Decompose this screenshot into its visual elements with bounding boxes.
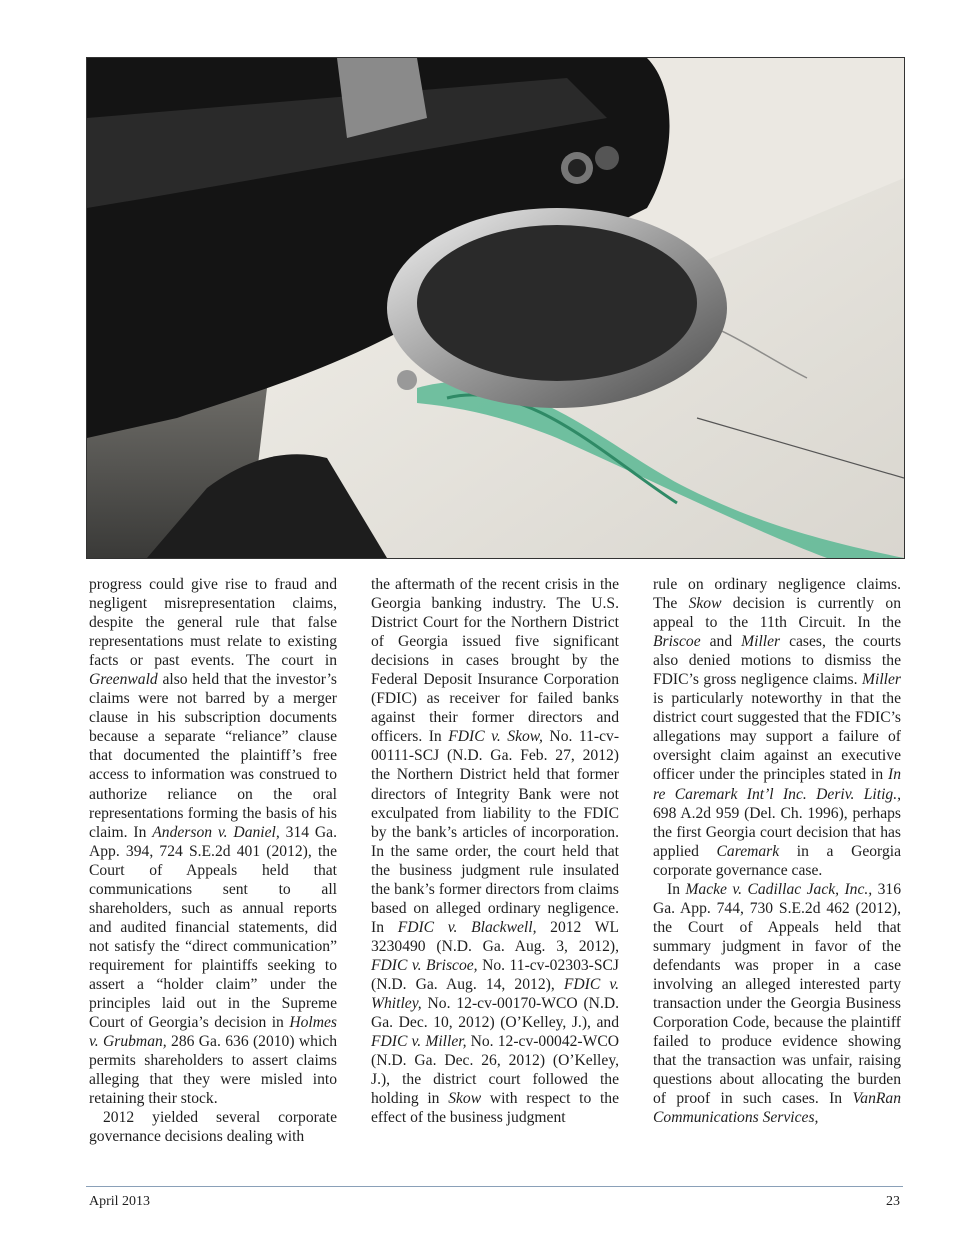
case-citation: Skow: [688, 595, 722, 613]
text-run: decision is currently on appeal to the 11th Circuit. In the: [653, 595, 901, 632]
text-run: and: [700, 633, 742, 651]
case-citation: Briscoe: [653, 633, 701, 651]
text-column-2: [371, 575, 619, 1127]
case-citation: Greenwald: [89, 671, 158, 689]
case-citation: FDIC v. Miller,: [371, 1033, 467, 1051]
case-citation: Miller: [862, 671, 901, 689]
case-citation: FDIC v. Briscoe,: [371, 956, 478, 974]
embosser-illustration: [87, 58, 904, 558]
text-run: progress could give rise to fraud and negligent misrepresentation claims, despite the general rule that false representations must relate to existing facts or past events. The court in: [89, 576, 337, 670]
text-column-3: [653, 575, 901, 1127]
case-citation: Holmes v. Grubman,: [89, 1014, 337, 1051]
text-run: No. 12-cv-00170-WCO (N.D. Ga. Dec. 10, 2012) (O’Kelley, J.), and: [371, 995, 619, 1032]
paragraph: [89, 575, 337, 1108]
case-citation: FDIC v. Skow,: [448, 728, 543, 746]
text-run: with respect to the effect of the business judgment: [371, 1090, 620, 1127]
case-citation: FDIC v. Whitley,: [371, 975, 620, 1013]
case-citation: Anderson v. Daniel,: [152, 823, 280, 841]
text-run: 316 Ga. App. 744, 730 S.E.2d 462 (2012), the Court of Appeals held that summary judgment in favor of the defendants was proper in a case involving an alleged interested party transaction under the Georgia Business Corporation Code, because the plaintiff failed to produce evidence showing that the transaction was unfair, raising questions about allocating the burden of proof in such cases. In: [653, 880, 902, 1108]
text-run: No. 11-cv-02303-SCJ (N.D. Ga. Aug. 14, 2012),: [371, 956, 619, 993]
text-run: No. 12-cv-00042-WCO (N.D. Ga. Dec. 26, 2012) (O’Kelley, J.), the district court followed the holding in: [371, 1033, 619, 1108]
paragraph: [89, 1108, 337, 1146]
text-run: rule on ordinary negligence claims. The: [653, 576, 901, 613]
case-citation: FDIC v. Blackwell,: [397, 918, 537, 936]
case-citation: VanRan Communications Services,: [653, 1090, 901, 1127]
text-run: cases, the courts also denied motions to dismiss the FDIC’s gross negligence claims.: [653, 633, 902, 689]
text-run: 698 A.2d 959 (Del. Ch. 1996), perhaps the first Georgia court decision that has applied: [653, 804, 901, 860]
text-run: 2012 WL 3230490 (N.D. Ga. Aug. 3, 2012),: [371, 918, 619, 955]
text-run: No. 11-cv-00111-SCJ (N.D. Ga. Feb. 27, 2012) the Northern District held that former directors of Integrity Bank were not exculpated from liability to the FDIC by the bank’s articles of incorporation. In the same order, the court held that the business judgment rule insulated the bank’s former directors from claims based on alleged ordinary negligence. In: [371, 728, 620, 936]
paragraph: [371, 575, 619, 1127]
case-citation: In re Caremark Int’l Inc. Deriv. Litig.,: [653, 766, 901, 803]
paragraph: [653, 880, 901, 1128]
case-citation: Miller: [741, 633, 781, 651]
text-run: 2012 yielded several corporate governance decisions dealing with: [89, 1109, 337, 1146]
text-run: the aftermath of the recent crisis in the Georgia banking industry. The U.S. District Court for the Northern District of Georgia issued five significant decisions in cases brought by the Federal Deposit Insurance Corporation (FDIC) as receiver for failed banks against their former directors and officers. In: [371, 576, 619, 746]
paragraph: [653, 575, 901, 880]
footer-date: April 2013: [89, 1194, 151, 1209]
text-column-1: [89, 575, 337, 1146]
footer-rule: [86, 1186, 903, 1187]
text-run: 314 Ga. App. 394, 724 S.E.2d 401 (2012), the Court of Appeals held that communications sent to all shareholders, such as annual reports and audited financial statements, did not satisfy the “direct communication” requirement for plaintiffs seeking to assert a “holder claim” under the principles laid out in the Supreme Court of Georgia’s decision in: [89, 823, 337, 1032]
text-run: is particularly noteworthy in that the district court suggested that the FDIC’s allegations may support a failure of oversight claim against an executive officer under the principles stated in: [653, 690, 901, 784]
text-run: in a Georgia corporate governance case.: [653, 842, 902, 879]
case-citation: Macke v. Cadillac Jack, Inc.,: [685, 880, 873, 898]
case-citation: Caremark: [716, 842, 780, 860]
embosser-seal-photo: [86, 57, 905, 559]
text-run: In: [667, 880, 686, 898]
text-run: also held that the investor’s claims were not barred by a merger clause in his subscription documents because a separate “reliance” clause that documented the plaintiff’s free access to information was construed to authorize reliance on the oral representations forming the basis of his claim. In: [89, 671, 337, 841]
page-number: 23: [886, 1194, 900, 1209]
case-citation: Skow: [448, 1090, 482, 1108]
text-run: 286 Ga. 636 (2010) which permits shareholders to assert claims alleging that they were misled into retaining their stock.: [89, 1033, 337, 1108]
